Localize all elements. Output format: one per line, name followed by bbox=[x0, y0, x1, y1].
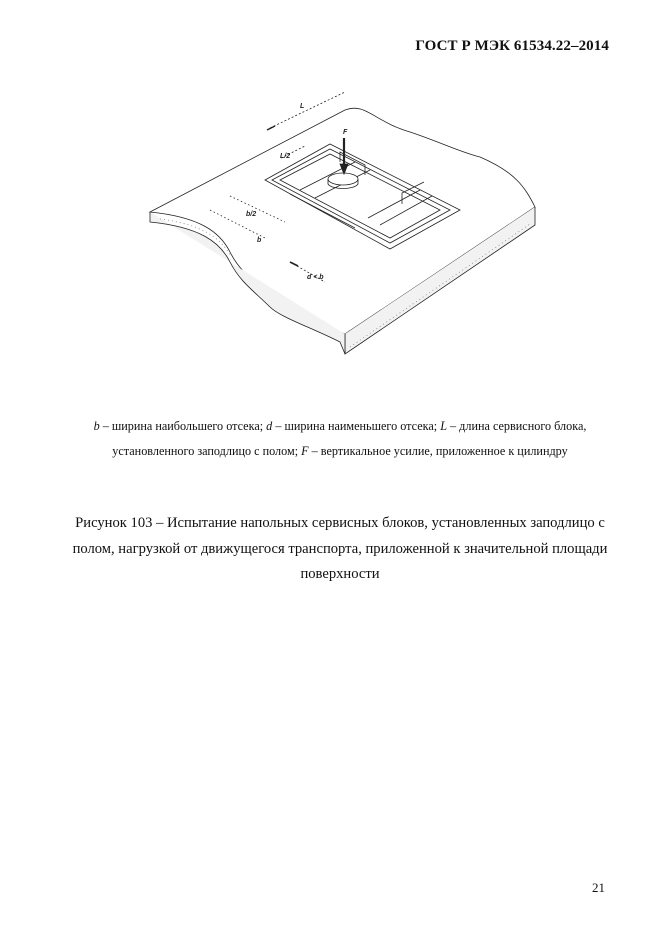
floor-service-box-figure bbox=[140, 92, 550, 367]
force-label-F: F bbox=[343, 129, 348, 136]
figure-legend bbox=[70, 414, 610, 464]
legend-text-b: – ширина наибольшего отсека; bbox=[99, 419, 267, 433]
legend-var-F: F bbox=[301, 444, 309, 458]
page-number: 21 bbox=[592, 880, 605, 895]
document-code-header: ГОСТ Р МЭК 61534.22–2014 bbox=[415, 38, 609, 54]
dimension-label-b: b bbox=[257, 237, 262, 244]
figure-caption: Рисунок 103 – Испытание напольных сервисных блоков, установленных заподлицо с полом, нагрузкой от движущегося транспорта, приложенной к значительной площади поверхности bbox=[72, 515, 608, 582]
legend-text-d: – ширина наименьшего отсека; bbox=[272, 419, 441, 433]
legend-text-L: – длина сервисного блока, установленного заподлицо с полом; bbox=[112, 419, 587, 458]
legend-var-L: L bbox=[440, 419, 447, 433]
dimension-label-d-lt-b: d < b bbox=[307, 274, 324, 281]
legend-var-d: d bbox=[266, 419, 273, 433]
dimension-label-b-half: b/2 bbox=[246, 211, 257, 218]
dimension-label-L-half: L/2 bbox=[280, 153, 291, 160]
legend-var-b: b bbox=[93, 419, 100, 433]
legend-text-F: – вертикальное усилие, приложенное к цилиндру bbox=[308, 444, 568, 458]
dimension-label-L: L bbox=[300, 103, 305, 110]
